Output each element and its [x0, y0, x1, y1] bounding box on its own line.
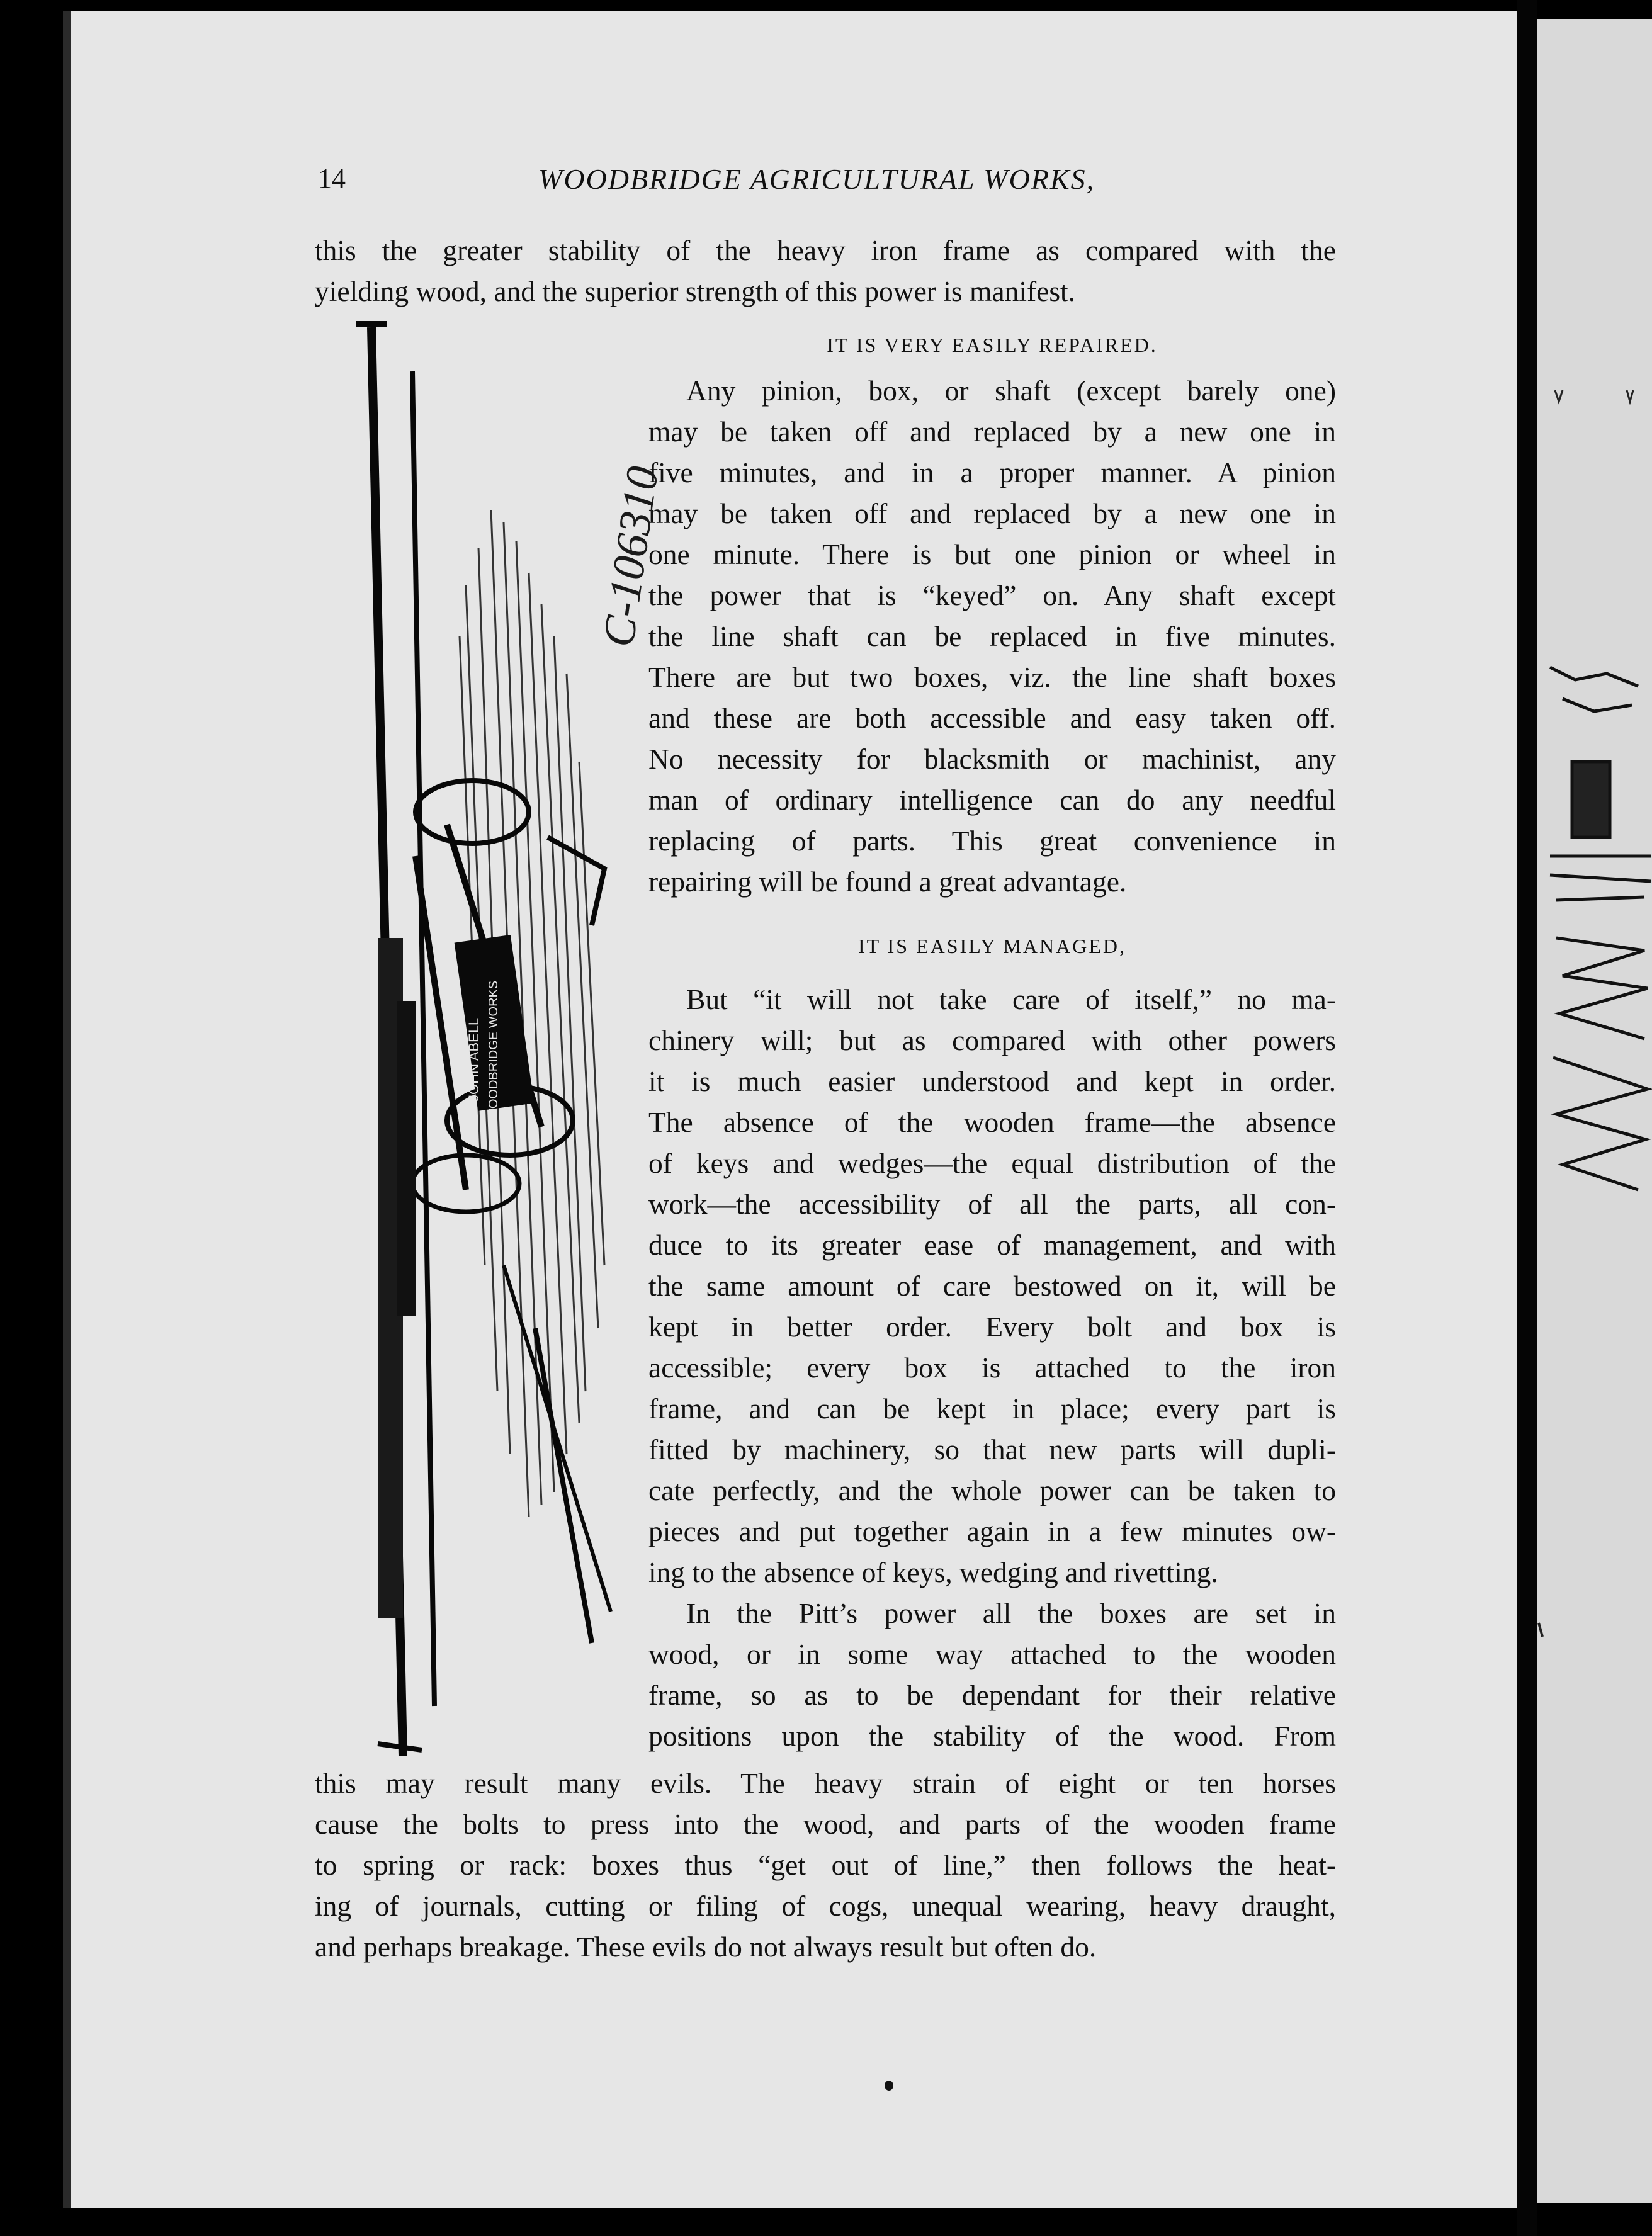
section-heading-repaired: IT IS VERY EASILY REPAIRED.	[827, 334, 1158, 356]
handwritten-note-drawing	[582, 390, 670, 655]
text-line: fitted by machinery, so that new parts will dupli-	[648, 1433, 1336, 1465]
text-line: this the greater stability of the heavy iron frame as compared with the	[315, 234, 1336, 266]
text-line: it is much easier understood and kept in order.	[648, 1065, 1336, 1097]
text-line: replacing of parts. This great convenience in	[648, 825, 1336, 857]
text-line: this may result many evils. The heavy strain of eight or ten horses	[315, 1767, 1336, 1799]
handwritten-note-text: C-106310	[592, 463, 668, 650]
closing-paragraph	[315, 1763, 1336, 1967]
section-heading-managed: IT IS EASILY MANAGED,	[858, 935, 1126, 957]
text-line: kept in better order. Every bolt and box is	[648, 1311, 1336, 1343]
adjacent-page-illustration	[1537, 19, 1652, 2203]
text-line: work—the accessibility of all the parts, all con-	[648, 1188, 1336, 1220]
handwritten-catalog-note	[582, 390, 670, 655]
text-line: repairing will be found a great advantage.	[648, 866, 1127, 898]
text-line: the line shaft can be replaced in five minutes.	[648, 620, 1336, 652]
text-line: ing of journals, cutting or filing of cogs, unequal wearing, heavy draught,	[315, 1890, 1336, 1922]
section-repaired-paragraph	[648, 370, 1336, 902]
machine-label-works: WOODBRIDGE WORKS	[487, 980, 501, 1121]
text-line: five minutes, and in a proper manner. A pinion	[648, 456, 1336, 488]
text-line: wood, or in some way attached to the wooden	[648, 1638, 1336, 1670]
running-head	[318, 162, 1337, 200]
text-line: man of ordinary intelligence can do any needful	[648, 784, 1336, 816]
text-line: the power that is “keyed” on. Any shaft except	[648, 579, 1336, 611]
text-line: accessible; every box is attached to the iron	[648, 1352, 1336, 1384]
text-line: frame, so as to be dependant for their relative	[648, 1679, 1336, 1711]
text-line: ing to the absence of keys, wedging and rivetting.	[648, 1556, 1218, 1588]
text-line: cate perfectly, and the whole power can be taken to	[648, 1474, 1336, 1506]
text-line: No necessity for blacksmith or machinist, any	[648, 743, 1336, 775]
intro-paragraph	[315, 230, 1336, 312]
text-line: one minute. There is but one pinion or wheel in	[648, 538, 1336, 570]
text-line: Any pinion, box, or shaft (except barely one)	[686, 375, 1336, 407]
adjacent-page-edge	[1537, 19, 1652, 2203]
text-line: and perhaps breakage. These evils do not always result but often do.	[315, 1931, 1097, 1963]
running-title: WOODBRIDGE AGRICULTURAL WORKS,	[538, 163, 1095, 195]
text-line: pieces and put together again in a few minutes ow-	[648, 1515, 1336, 1547]
text-line: of keys and wedges—the equal distribution of the	[648, 1147, 1336, 1179]
text-line: There are but two boxes, viz. the line shaft boxes	[648, 661, 1336, 693]
text-line: and these are both accessible and easy taken off.	[648, 702, 1336, 734]
text-line: may be taken off and replaced by a new one in	[648, 497, 1336, 529]
text-line: chinery will; but as compared with other powers	[648, 1024, 1336, 1056]
text-line: positions upon the stability of the wood. From	[648, 1720, 1336, 1752]
book-gutter	[1517, 0, 1537, 2236]
machine-label-maker: JOHN ABELL	[466, 1017, 482, 1102]
text-line: may be taken off and replaced by a new one in	[648, 415, 1336, 448]
text-line: frame, and can be kept in place; every part is	[648, 1392, 1336, 1425]
text-line: cause the bolts to press into the wood, and parts of the wooden frame	[315, 1808, 1336, 1840]
text-line: The absence of the wooden frame—the absence	[648, 1106, 1336, 1138]
text-line: In the Pitt’s power all the boxes are set in	[686, 1597, 1336, 1629]
section-managed-paragraph	[648, 979, 1336, 1756]
text-line: to spring or rack: boxes thus “get out of line,” then follows the heat-	[315, 1849, 1336, 1881]
text-line: But “it will not take care of itself,” no ma-	[686, 983, 1336, 1015]
text-line: yielding wood, and the superior strength of this power is manifest.	[315, 275, 1076, 307]
page-number: 14	[318, 163, 346, 194]
text-line: the same amount of care bestowed on it, will be	[648, 1270, 1336, 1302]
ink-spot	[885, 2081, 893, 2091]
text-line: duce to its greater ease of management, and with	[648, 1229, 1336, 1261]
